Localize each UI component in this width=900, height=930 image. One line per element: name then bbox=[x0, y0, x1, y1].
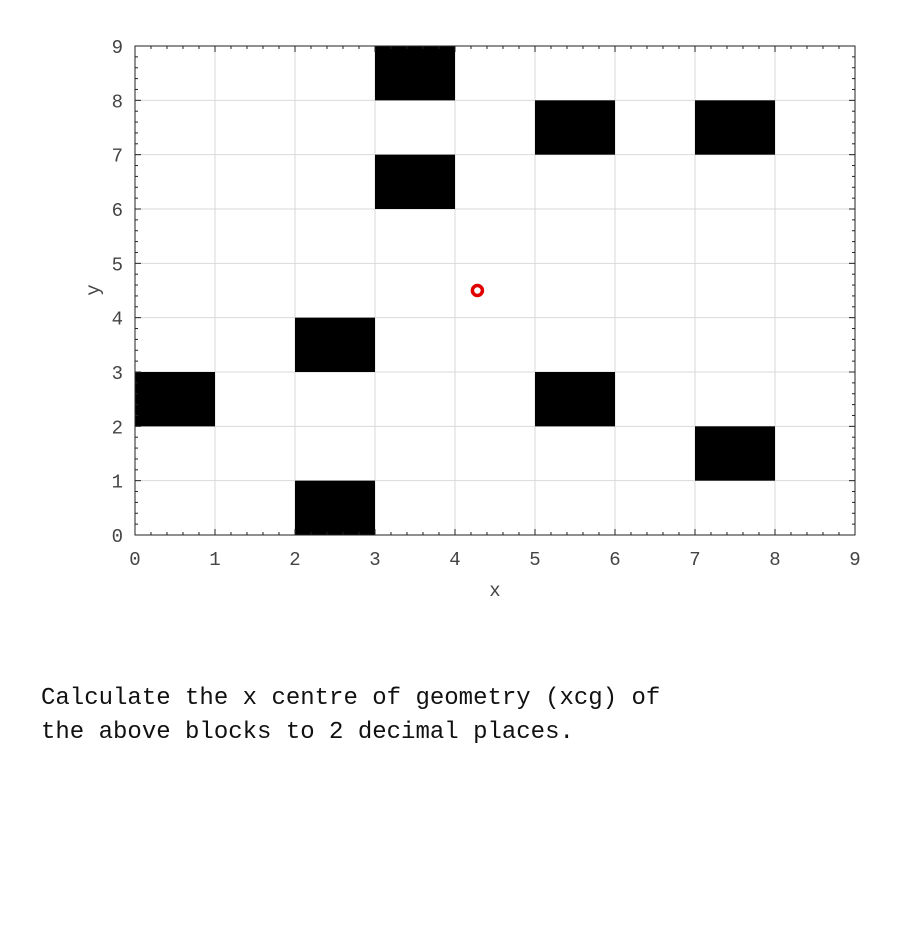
x-tick-label: 3 bbox=[369, 549, 381, 571]
x-tick-label: 6 bbox=[609, 549, 621, 571]
block bbox=[535, 372, 615, 426]
block bbox=[135, 372, 215, 426]
y-tick-label: 1 bbox=[111, 471, 123, 494]
block bbox=[695, 426, 775, 480]
points-layer bbox=[472, 286, 482, 296]
block bbox=[695, 100, 775, 154]
block bbox=[295, 318, 375, 372]
question-text: Calculate the x centre of geometry (xcg) of the above blocks to 2 decimal places. bbox=[41, 685, 661, 746]
y-tick-label: 6 bbox=[111, 200, 123, 222]
x-tick-label: 1 bbox=[209, 549, 221, 571]
x-tick-label: 4 bbox=[449, 549, 461, 571]
centre-point bbox=[472, 286, 482, 296]
y-tick-label: 5 bbox=[111, 254, 123, 277]
y-tick-label: 0 bbox=[111, 526, 123, 548]
y-tick-label: 7 bbox=[111, 145, 123, 168]
y-axis-label: y bbox=[83, 284, 105, 296]
x-tick-label: 8 bbox=[769, 549, 781, 571]
y-tick-labels bbox=[112, 37, 123, 548]
x-tick-label: 2 bbox=[289, 549, 301, 571]
y-tick-label: 9 bbox=[111, 37, 123, 59]
y-tick-label: 8 bbox=[111, 91, 123, 114]
y-tick-label: 2 bbox=[111, 417, 123, 440]
x-tick-label: 5 bbox=[529, 549, 541, 571]
x-axis-label: x bbox=[489, 580, 501, 602]
y-tick-label: 3 bbox=[111, 363, 123, 385]
x-tick-label: 9 bbox=[849, 549, 861, 571]
block bbox=[375, 46, 455, 100]
x-tick-label: 0 bbox=[129, 549, 141, 571]
x-tick-labels bbox=[129, 549, 860, 571]
x-tick-label: 7 bbox=[689, 549, 701, 571]
y-tick-label: 4 bbox=[111, 308, 123, 331]
block bbox=[295, 481, 375, 535]
block bbox=[535, 100, 615, 154]
block bbox=[375, 155, 455, 209]
